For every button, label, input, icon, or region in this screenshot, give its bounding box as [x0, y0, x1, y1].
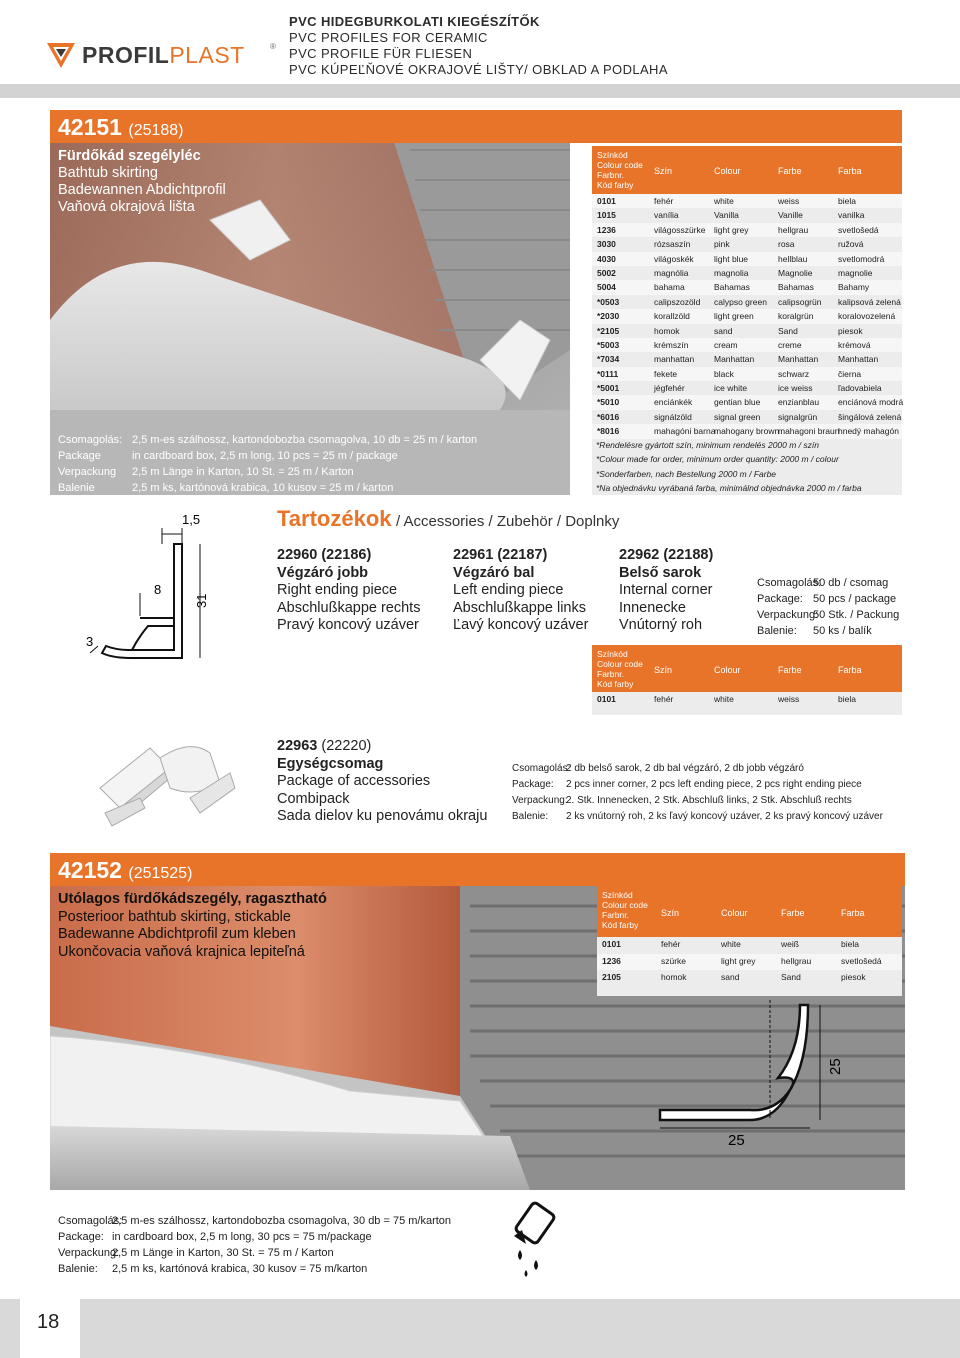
dim-label-mid: 8 — [154, 582, 162, 597]
header-line: PVC HIDEGBURKOLATI KIEGÉSZÍTŐK — [289, 14, 540, 29]
table-cell: enciánová modrá — [838, 397, 904, 408]
table-cell: krémová — [838, 339, 871, 350]
table-cell: sand — [721, 972, 740, 982]
table-cell: vanilka — [838, 210, 865, 221]
accessory-packaging — [757, 575, 900, 639]
brand-name-profil: PROFIL — [82, 42, 170, 68]
table-cell: 5004 — [597, 282, 616, 293]
header-line: PVC PROFILES FOR CERAMIC — [289, 30, 488, 45]
table-row — [592, 692, 902, 706]
table-row — [592, 194, 902, 208]
table-cell: szürke — [661, 955, 687, 966]
table-cell: 2105 — [602, 972, 621, 982]
packaging-value: 2,5 m Länge in Karton, 10 St. = 25 m / Karton — [132, 466, 354, 478]
table-cell: ice white — [714, 383, 748, 394]
combipack-illustration — [90, 728, 240, 838]
glue-bottle-icon — [500, 1200, 560, 1280]
dim-label-top: 1,5 — [182, 512, 201, 527]
table-cell: white — [714, 196, 734, 206]
table-cell: *5001 — [597, 383, 620, 394]
note-line: *Rendelésre gyártott szín, minimum rendelés 2000 m / szín — [596, 440, 819, 450]
packaging-label: Package: — [757, 593, 803, 605]
table-cell: hnedý mahagón — [838, 426, 899, 437]
table-row — [592, 252, 902, 266]
accessory-name-de: Innenecke — [619, 599, 686, 616]
table-cell: fehér — [654, 196, 674, 206]
table-cell: piesok — [841, 972, 866, 982]
logo-mark-icon — [46, 40, 76, 70]
table-cell: Manhattan — [778, 354, 819, 365]
table-cell: *7034 — [597, 354, 620, 365]
table-cell: Bahamas — [714, 282, 750, 293]
product-code-alt: (251525) — [128, 865, 193, 882]
table-cell: krémszín — [654, 339, 689, 350]
table-cell: mahagóni barna — [654, 426, 716, 437]
note-line: *Sonderfarben, nach Bestellung 2000 m / Farbe — [596, 468, 777, 479]
packaging-label: Verpackung — [58, 466, 117, 478]
col-code-label: Kód farby — [597, 679, 634, 689]
table-cell: Bahamy — [838, 282, 870, 293]
page-number: 18 — [37, 1311, 60, 1333]
color-table — [597, 886, 902, 996]
combipack-name-sk: Sada dielov ku penovámu okraju — [277, 808, 488, 824]
col-header: Szín — [654, 665, 673, 675]
col-header: Colour — [721, 908, 748, 918]
table-cell: hellgrau — [778, 224, 809, 235]
packaging-label: Balenie — [58, 482, 95, 494]
packaging-label: Csomagolás: — [757, 577, 822, 589]
table-cell: hellblau — [778, 253, 808, 264]
product-name-sk: Ukončovacia vaňová krajnica lepiteľná — [58, 943, 305, 960]
table-cell: *2030 — [597, 311, 620, 322]
table-cell: *5010 — [597, 397, 620, 408]
packaging-label: Verpackung: — [512, 795, 568, 806]
combipack-item — [277, 738, 487, 826]
col-header: Farbe — [778, 665, 802, 675]
table-cell: 4030 — [597, 253, 616, 264]
table-cell: šingálová zelená — [838, 411, 902, 422]
packaging-label: Verpackung: — [58, 1247, 120, 1259]
table-cell: *0503 — [597, 296, 620, 307]
product-name-de: Badewannen Abdichtprofil — [58, 182, 226, 198]
product-name-de: Badewanne Abdichtprofil zum kleben — [58, 926, 296, 942]
table-cell: light grey — [721, 955, 756, 966]
table-cell: signal green — [714, 411, 761, 422]
table-cell: rózsaszín — [654, 239, 691, 250]
product-code — [58, 114, 184, 141]
table-cell: ružová — [838, 239, 864, 250]
profile-cross-section-drawing-2 — [650, 990, 900, 1150]
table-cell: jégfehér — [654, 383, 685, 394]
table-cell: weiß — [781, 939, 799, 949]
product-name-en: Posterioor bathtub skirting, stickable — [58, 908, 291, 925]
packaging-value: 2,5 m ks, kartónová krabica, 10 kusov = 25 m / karton — [132, 482, 394, 494]
dim-label-left: 3 — [86, 634, 94, 649]
header-bar — [0, 84, 960, 98]
col-code-label: Kód farby — [597, 180, 634, 190]
table-cell: 1236 — [597, 224, 616, 235]
packaging-label: Csomagolás: — [58, 434, 123, 446]
table-row — [592, 324, 902, 338]
table-cell: magnólia — [654, 267, 689, 278]
combipack-name-en: Package of accessories — [277, 773, 431, 789]
accessory-name-en: Internal corner — [619, 582, 713, 598]
table-cell: mahagoni braun — [778, 426, 840, 437]
table-cell: hellgrau — [781, 955, 812, 966]
col-code-label: Farbnr. — [602, 910, 629, 920]
accessory-code: 22960 (22186) — [277, 547, 372, 563]
table-row — [592, 237, 902, 251]
table-cell: weiss — [778, 694, 800, 704]
table-cell: fekete — [654, 368, 678, 379]
packaging-label: Verpackung: — [757, 609, 819, 621]
packaging-value: in cardboard box, 2,5 m long, 30 pcs = 75 m/package — [112, 1231, 372, 1243]
packaging-info — [58, 1213, 452, 1277]
table-cell: 1015 — [597, 210, 616, 221]
table-cell: magnolie — [838, 267, 873, 278]
table-cell: 5002 — [597, 267, 616, 278]
table-cell: *5003 — [597, 339, 620, 350]
table-cell: bahama — [654, 282, 685, 293]
profile-cross-section-drawing — [82, 508, 252, 678]
table-cell: signálzöld — [654, 411, 692, 422]
packaging-label: Package: — [58, 1231, 104, 1243]
packaging-value: 50 Stk. / Packung — [813, 609, 900, 621]
table-cell: kalipsová zelená — [838, 296, 901, 307]
registered-mark: ® — [270, 42, 276, 51]
packaging-value: 2 pcs inner corner, 2 pcs left ending piece, 2 pcs right ending piece — [566, 779, 862, 790]
table-cell: 0101 — [597, 694, 616, 704]
table-cell: svetlošedá — [838, 224, 879, 235]
packaging-value: 2,5 m-es szálhossz, kartondobozba csomagolva, 30 db = 75 m/karton — [112, 1215, 452, 1227]
color-table-header — [592, 645, 902, 692]
product-code-main: 42151 — [58, 114, 122, 140]
table-cell: 3030 — [597, 239, 616, 250]
combipack-name: Egységcsomag — [277, 755, 384, 772]
product-names — [58, 891, 327, 961]
col-code-label: Színkód — [602, 890, 633, 900]
table-row — [592, 424, 902, 438]
table-cell: *8016 — [597, 426, 620, 437]
header-line: PVC PROFILE FÜR FLIESEN — [289, 46, 473, 61]
product-name-hu: Fürdőkád szegélyléc — [58, 148, 201, 164]
packaging-value: 2 db belső sarok, 2 db bal végzáró, 2 db jobb végzáró — [566, 763, 804, 774]
dim-label-right: 25 — [827, 1058, 844, 1075]
brand-logo — [46, 40, 276, 70]
brand-name-plast: PLAST — [169, 42, 245, 68]
combipack-code: 22963 — [277, 738, 318, 754]
col-header: Farba — [841, 908, 865, 918]
col-code-label: Kód farby — [602, 920, 639, 930]
table-row — [592, 381, 902, 395]
color-table-body — [592, 194, 902, 439]
table-cell: white — [721, 939, 741, 949]
table-cell: Vanilla — [714, 210, 739, 221]
table-cell: 0101 — [597, 196, 616, 206]
table-cell: svetlošedá — [841, 955, 882, 966]
table-cell: fehér — [654, 694, 674, 704]
accessories-title — [277, 506, 619, 532]
color-table-notes — [596, 438, 862, 496]
accessory-item — [453, 547, 588, 635]
table-cell: koralgrün — [778, 311, 814, 322]
table-cell: light blue — [714, 253, 749, 264]
table-cell: cream — [714, 339, 738, 350]
table-row — [597, 954, 902, 971]
col-code-label: Farbnr. — [597, 170, 624, 180]
packaging-label: Balenie: — [512, 811, 549, 822]
table-cell: mahogany brown — [714, 426, 780, 437]
table-row — [592, 266, 902, 280]
footer-bar — [0, 1299, 960, 1358]
table-cell: 1236 — [602, 955, 621, 966]
col-code-label: Colour code — [597, 659, 643, 669]
table-cell: sand — [714, 325, 733, 336]
accessory-name-sk: Ľavý koncový uzáver — [453, 617, 589, 633]
col-header: Colour — [714, 166, 741, 176]
table-cell: schwarz — [778, 368, 810, 379]
col-header: Szín — [661, 908, 680, 918]
packaging-value: 50 pcs / package — [813, 593, 897, 605]
accessory-name-de: Abschlußkappe rechts — [277, 599, 421, 616]
col-header: Farbe — [781, 908, 805, 918]
table-cell: weiss — [778, 196, 800, 206]
packaging-label: Package — [58, 450, 101, 462]
table-cell: biela — [841, 939, 859, 949]
packaging-label: Balenie: — [58, 1263, 98, 1275]
color-table-header — [592, 146, 902, 194]
col-code-label: Farbnr. — [597, 669, 624, 679]
table-cell: calypso green — [714, 296, 767, 307]
packaging-value: in cardboard box, 2,5 m long, 10 pcs = 25 m / package — [132, 450, 398, 462]
table-cell: magnolia — [714, 267, 749, 278]
packaging-label: Balenie: — [757, 625, 797, 637]
table-row — [592, 367, 902, 381]
accessory-name: Belső sarok — [619, 564, 702, 581]
accessory-item — [277, 547, 420, 635]
dim-label-right: 31 — [194, 593, 209, 608]
packaging-value: 50 ks / balík — [813, 625, 872, 637]
product-code-alt: (25188) — [128, 122, 184, 139]
accessory-name-de: Abschlußkappe links — [453, 599, 586, 616]
table-cell: piesok — [838, 325, 863, 336]
combipack-name-de: Combipack — [277, 790, 350, 807]
col-header: Szín — [654, 166, 673, 176]
col-header: Farbe — [778, 166, 802, 176]
table-cell: enciánkék — [654, 397, 693, 408]
col-header: Colour — [714, 665, 741, 675]
table-cell: ice weiss — [778, 383, 813, 394]
table-cell: *0111 — [597, 368, 619, 379]
packaging-value: 2 ks vnútorný roh, 2 ks ľavý koncový uzáver, 2 ks pravý koncový uzáver — [566, 811, 883, 822]
table-cell: čierna — [838, 368, 862, 379]
packaging-value: 50 db / csomag — [813, 577, 889, 589]
accessory-item — [619, 547, 713, 635]
table-cell: *2105 — [597, 325, 620, 336]
packaging-value: 2,5 m Länge in Karton, 30 St. = 75 m / Karton — [112, 1247, 334, 1259]
table-row — [592, 352, 902, 366]
table-row — [597, 937, 902, 954]
table-cell: vanília — [654, 210, 679, 221]
combipack-packaging — [512, 761, 883, 825]
table-cell: light green — [714, 311, 754, 322]
combipack-code-alt: (22220) — [321, 738, 372, 754]
accessory-color-table — [592, 645, 902, 715]
table-cell: svetlomodrá — [838, 253, 885, 264]
accessory-name: Végzáró bal — [453, 564, 535, 581]
table-cell: manhattan — [654, 354, 695, 365]
table-cell: *6016 — [597, 411, 620, 422]
packaging-value: 2,5 m-es szálhossz, kartondobozba csomagolva, 10 db = 25 m / karton — [132, 434, 478, 446]
col-code-label: Színkód — [597, 150, 628, 160]
table-cell: rosa — [778, 239, 795, 250]
product-names — [58, 148, 226, 216]
table-cell: 0101 — [602, 939, 621, 949]
dim-label-bottom: 25 — [728, 1132, 745, 1149]
packaging-label: Csomagolás: — [58, 1215, 123, 1227]
table-cell: black — [714, 368, 734, 379]
table-cell: enzianblau — [778, 397, 820, 408]
table-cell: korallzöld — [654, 311, 690, 322]
table-row — [597, 970, 902, 987]
table-row — [592, 223, 902, 237]
note-line: *Colour made for order, minimum order quantity: 2000 m / colour — [596, 454, 839, 465]
header-titles — [289, 14, 668, 78]
table-cell: ľadovabiela — [838, 383, 882, 394]
col-code-label: Colour code — [597, 160, 643, 170]
accessory-name-en: Right ending piece — [277, 582, 398, 598]
table-cell: Bahamas — [778, 282, 814, 293]
table-cell: koralovozelená — [838, 311, 896, 322]
product-header-bar-right — [570, 110, 902, 143]
accessory-code: 22962 (22188) — [619, 547, 714, 563]
table-row — [592, 295, 902, 309]
table-cell: világoskék — [654, 253, 694, 264]
packaging-label: Csomagolás: — [512, 763, 571, 774]
col-code-label: Színkód — [597, 649, 628, 659]
brand-name — [82, 42, 245, 69]
table-cell: biela — [838, 694, 856, 704]
col-header: Farba — [838, 166, 862, 176]
table-row — [592, 309, 902, 323]
table-cell: biela — [838, 196, 856, 206]
product-name-en: Bathtub skirting — [58, 165, 158, 181]
col-code-label: Colour code — [602, 900, 648, 910]
packaging-label: Package: — [512, 779, 554, 790]
table-cell: homok — [654, 325, 680, 336]
table-cell: Vanille — [778, 210, 803, 221]
table-cell: Sand — [778, 325, 798, 336]
color-table-header — [597, 886, 902, 937]
accessory-name: Végzáró jobb — [277, 564, 369, 581]
table-cell: pink — [714, 239, 730, 250]
table-cell: calipszozöld — [654, 296, 701, 307]
table-cell: homok — [661, 972, 687, 982]
col-header: Farba — [838, 665, 862, 675]
table-cell: Manhattan — [838, 354, 879, 365]
accessories-title-main: Tartozékok — [277, 506, 392, 531]
table-cell: signalgrün — [778, 411, 818, 422]
accessory-name-en: Left ending piece — [453, 582, 564, 598]
accessory-code: 22961 (22187) — [453, 547, 548, 563]
table-cell: Manhattan — [714, 354, 755, 365]
product-code-main: 42152 — [58, 857, 122, 883]
packaging-value: 2,5 m ks, kartónová krabica, 30 kusov = 75 m/karton — [112, 1263, 368, 1275]
accessory-name-sk: Vnútorný roh — [619, 617, 703, 633]
header-line: PVC KÚPEĽŇOVÉ OKRAJOVÉ LIŠTY/ OBKLAD A PODLAHA — [289, 62, 668, 77]
table-cell: Sand — [781, 972, 801, 982]
table-row — [592, 338, 902, 352]
product-name-sk: Vaňová okrajová lišta — [58, 199, 195, 215]
table-cell: white — [714, 694, 734, 704]
product-name-hu: Utólagos fürdőkádszegély, ragasztható — [58, 891, 327, 907]
table-row — [592, 280, 902, 294]
table-cell: világosszürke — [654, 224, 706, 235]
table-cell: gentian blue — [714, 397, 761, 408]
accessories-title-sub: / Accessories / Zubehör / Doplnky — [395, 513, 620, 530]
table-cell: light grey — [714, 224, 749, 235]
table-cell: Magnolie — [778, 267, 813, 278]
accessory-name-sk: Pravý koncový uzáver — [277, 617, 419, 633]
product-code — [58, 857, 192, 884]
note-line: *Na objednávku vyrábaná farba, minimálnd objednávka 2000 m / farba — [596, 483, 862, 494]
table-row — [592, 395, 902, 409]
packaging-value: 2. Stk. Innenecken, 2 Stk. Abschluß links, 2 Stk. Abschluß rechts — [566, 795, 852, 806]
table-row — [592, 208, 902, 222]
table-cell: creme — [778, 339, 802, 350]
table-cell: calipsogrün — [778, 296, 822, 307]
table-row — [592, 410, 902, 424]
table-cell: fehér — [661, 939, 681, 949]
